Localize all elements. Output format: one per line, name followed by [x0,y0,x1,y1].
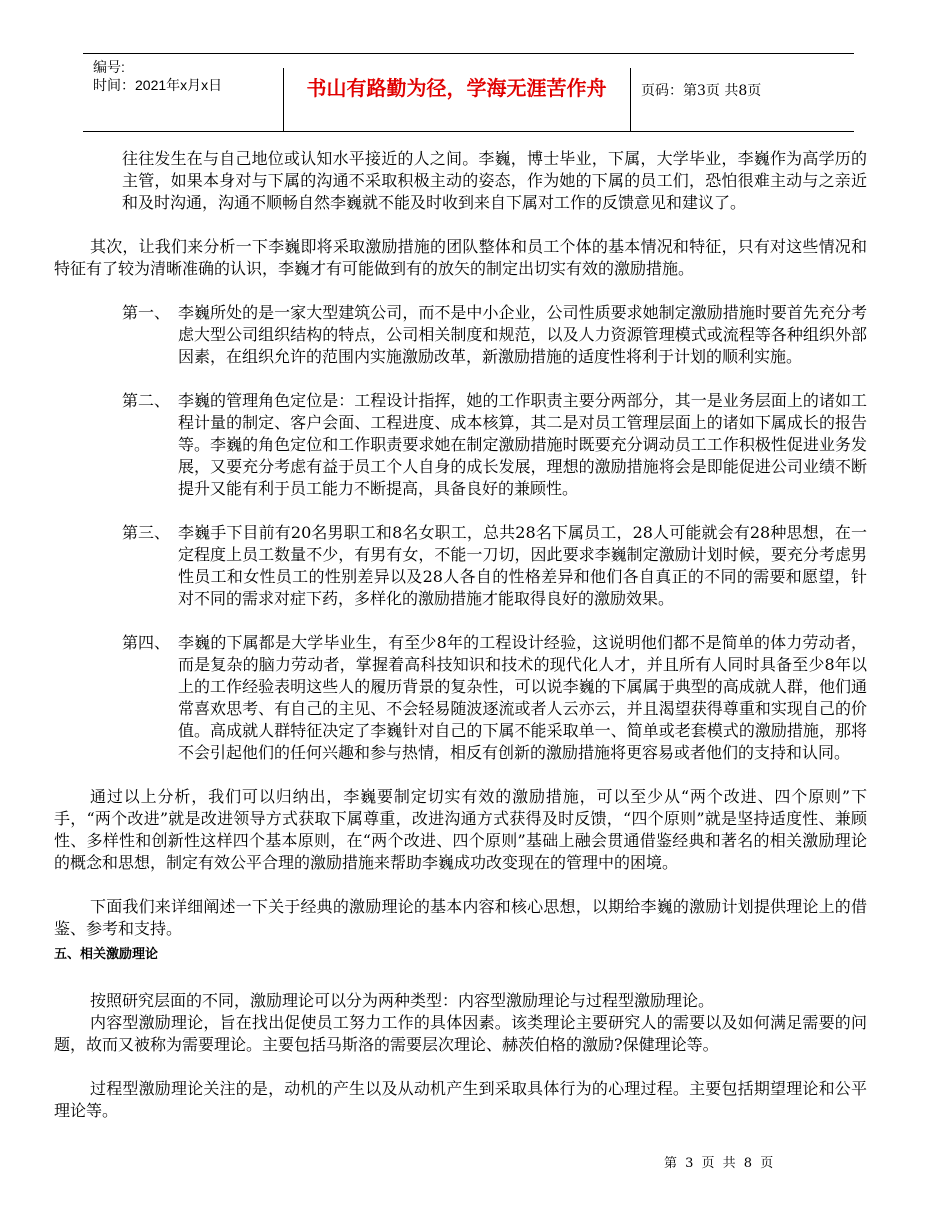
list-item-label: 第二、 [122,391,171,410]
list-item-text: 李巍的管理角色定位是：工程设计指挥，她的工作职责主要分两部分，其一是业务层面上的诸如工程计量的制定、客户会面、工程进度、成本核算，其二是对员工管理层面上的诸如下属成长的报告等。李巍的角色定位和工作职责要求她在制定激励措施时既要充分调动员工工作积极性促进业务发展，又要充分考虑有益于员工个人自身的成长发展，理想的激励措施将会是即能促进公司业绩不断提升又能有利于员工能力不断提高，具备良好的兼顾性。 [178,391,867,498]
list-item-label: 第四、 [122,633,171,652]
paragraph: 过程型激励理论关注的是，动机的产生以及从动机产生到采取具体行为的心理过程。主要包括期望理论和公平理论等。 [54,1079,867,1120]
document-number-label: 编号: [93,59,125,75]
paragraph: 内容型激励理论，旨在找出促使员工努力工作的具体因素。该类理论主要研究人的需要以及如何满足需要的问题，故而又被称为需要理论。主要包括马斯洛的需要层次理论、赫茨伯格的激励?保健理论等。 [54,1013,867,1054]
paragraph: 按照研究层面的不同，激励理论可以分为两种类型：内容型激励理论与过程型激励理论。 [90,991,715,1010]
paragraph: 通过以上分析，我们可以归纳出，李巍要制定切实有效的激励措施，可以至少从“两个改进、四个原则”下手，“两个改进”就是改进领导方式获取下属尊重，改进沟通方式获得及时反馈，“四个原则”就是坚持适度性、兼顾性、多样性和创新性这样四个基本原则，在“两个改进、四个原则”基础上融会贯通借鉴经典和著名的相关激励理论的概念和思想，制定有效公平合理的激励措施来帮助李巍成功改变现在的管理中的困境。 [54,787,867,872]
paragraph: 往往发生在与自己地位或认知水平接近的人之间。李巍，博士毕业，下属，大学毕业，李巍作为高学历的主管，如果本身对与下属的沟通不采取积极主动的姿态，作为她的下属的员工们，恐怕很难主动与之亲近和及时沟通，沟通不顺畅自然李巍就不能及时收到来自下属对工作的反馈意见和建议了。 [122,149,867,212]
list-item-text: 李巍的下属都是大学毕业生，有至少8年的工程设计经验，这说明他们都不是简单的体力劳动者，而是复杂的脑力劳动者，掌握着高科技知识和技术的现代化人才，并且所有人同时具备至少8年以上的工作经验表明这些人的履历背景的复杂性，可以说李巍的下属属于典型的高成就人群，他们通常喜欢思考、有自己的主见、不会轻易随波逐流或者人云亦云，并且渴望获得尊重和实现自己的价值。高成就人群特征决定了李巍针对自己的下属不能采取单一、简单或老套模式的激励措施，那将不会引起他们的任何兴趣和参与热情，相反有创新的激励措施将更容易或者他们的支持和认同。 [178,633,867,762]
page-footer: 第 3 页 共 8 页 [664,1156,774,1171]
header-page-info: 页码：第3页 共8页 [641,83,762,99]
paragraph: 其次，让我们来分析一下李巍即将采取激励措施的团队整体和员工个体的基本情况和特征，只有对这些情况和特征有了较为清晰准确的认识，李巍才有可能做到有的放矢的制定出切实有效的激励措施。 [54,237,867,278]
list-item-text: 李巍手下目前有20名男职工和8名女职工，总共28名下属员工，28人可能就会有28种思想，在一定程度上员工数量不少，有男有女，不能一刀切，因此要求李巍制定激励计划时候，要充分考虑男性员工和女性员工的性别差异以及28人各自的性格差异和他们各自真正的不同的需要和愿望，针对不同的需求对症下药，多样化的激励措施才能取得良好的激励效果。 [178,523,867,608]
section-heading: 五、相关激励理论 [54,946,159,961]
list-item-label: 第三、 [122,523,171,542]
list-item-label: 第一、 [122,303,171,322]
paragraph: 下面我们来详细阐述一下关于经典的激励理论的基本内容和核心思想，以期给李巍的激励计划提供理论上的借鉴、参考和支持。 [54,897,867,938]
document-time-label: 时间：2021年x月x日 [93,77,223,93]
list-item-text: 李巍所处的是一家大型建筑公司，而不是中小企业，公司性质要求她制定激励措施时要首先充分考虑大型公司组织结构的特点，公司相关制度和规范，以及人力资源管理模式或流程等各种组织外部因素，在组织允许的范围内实施激励改革，新激励措施的适度性将利于计划的顺利实施。 [178,303,867,366]
header-motto: 书山有路勤为径，学海无涯苦作舟 [306,76,607,100]
